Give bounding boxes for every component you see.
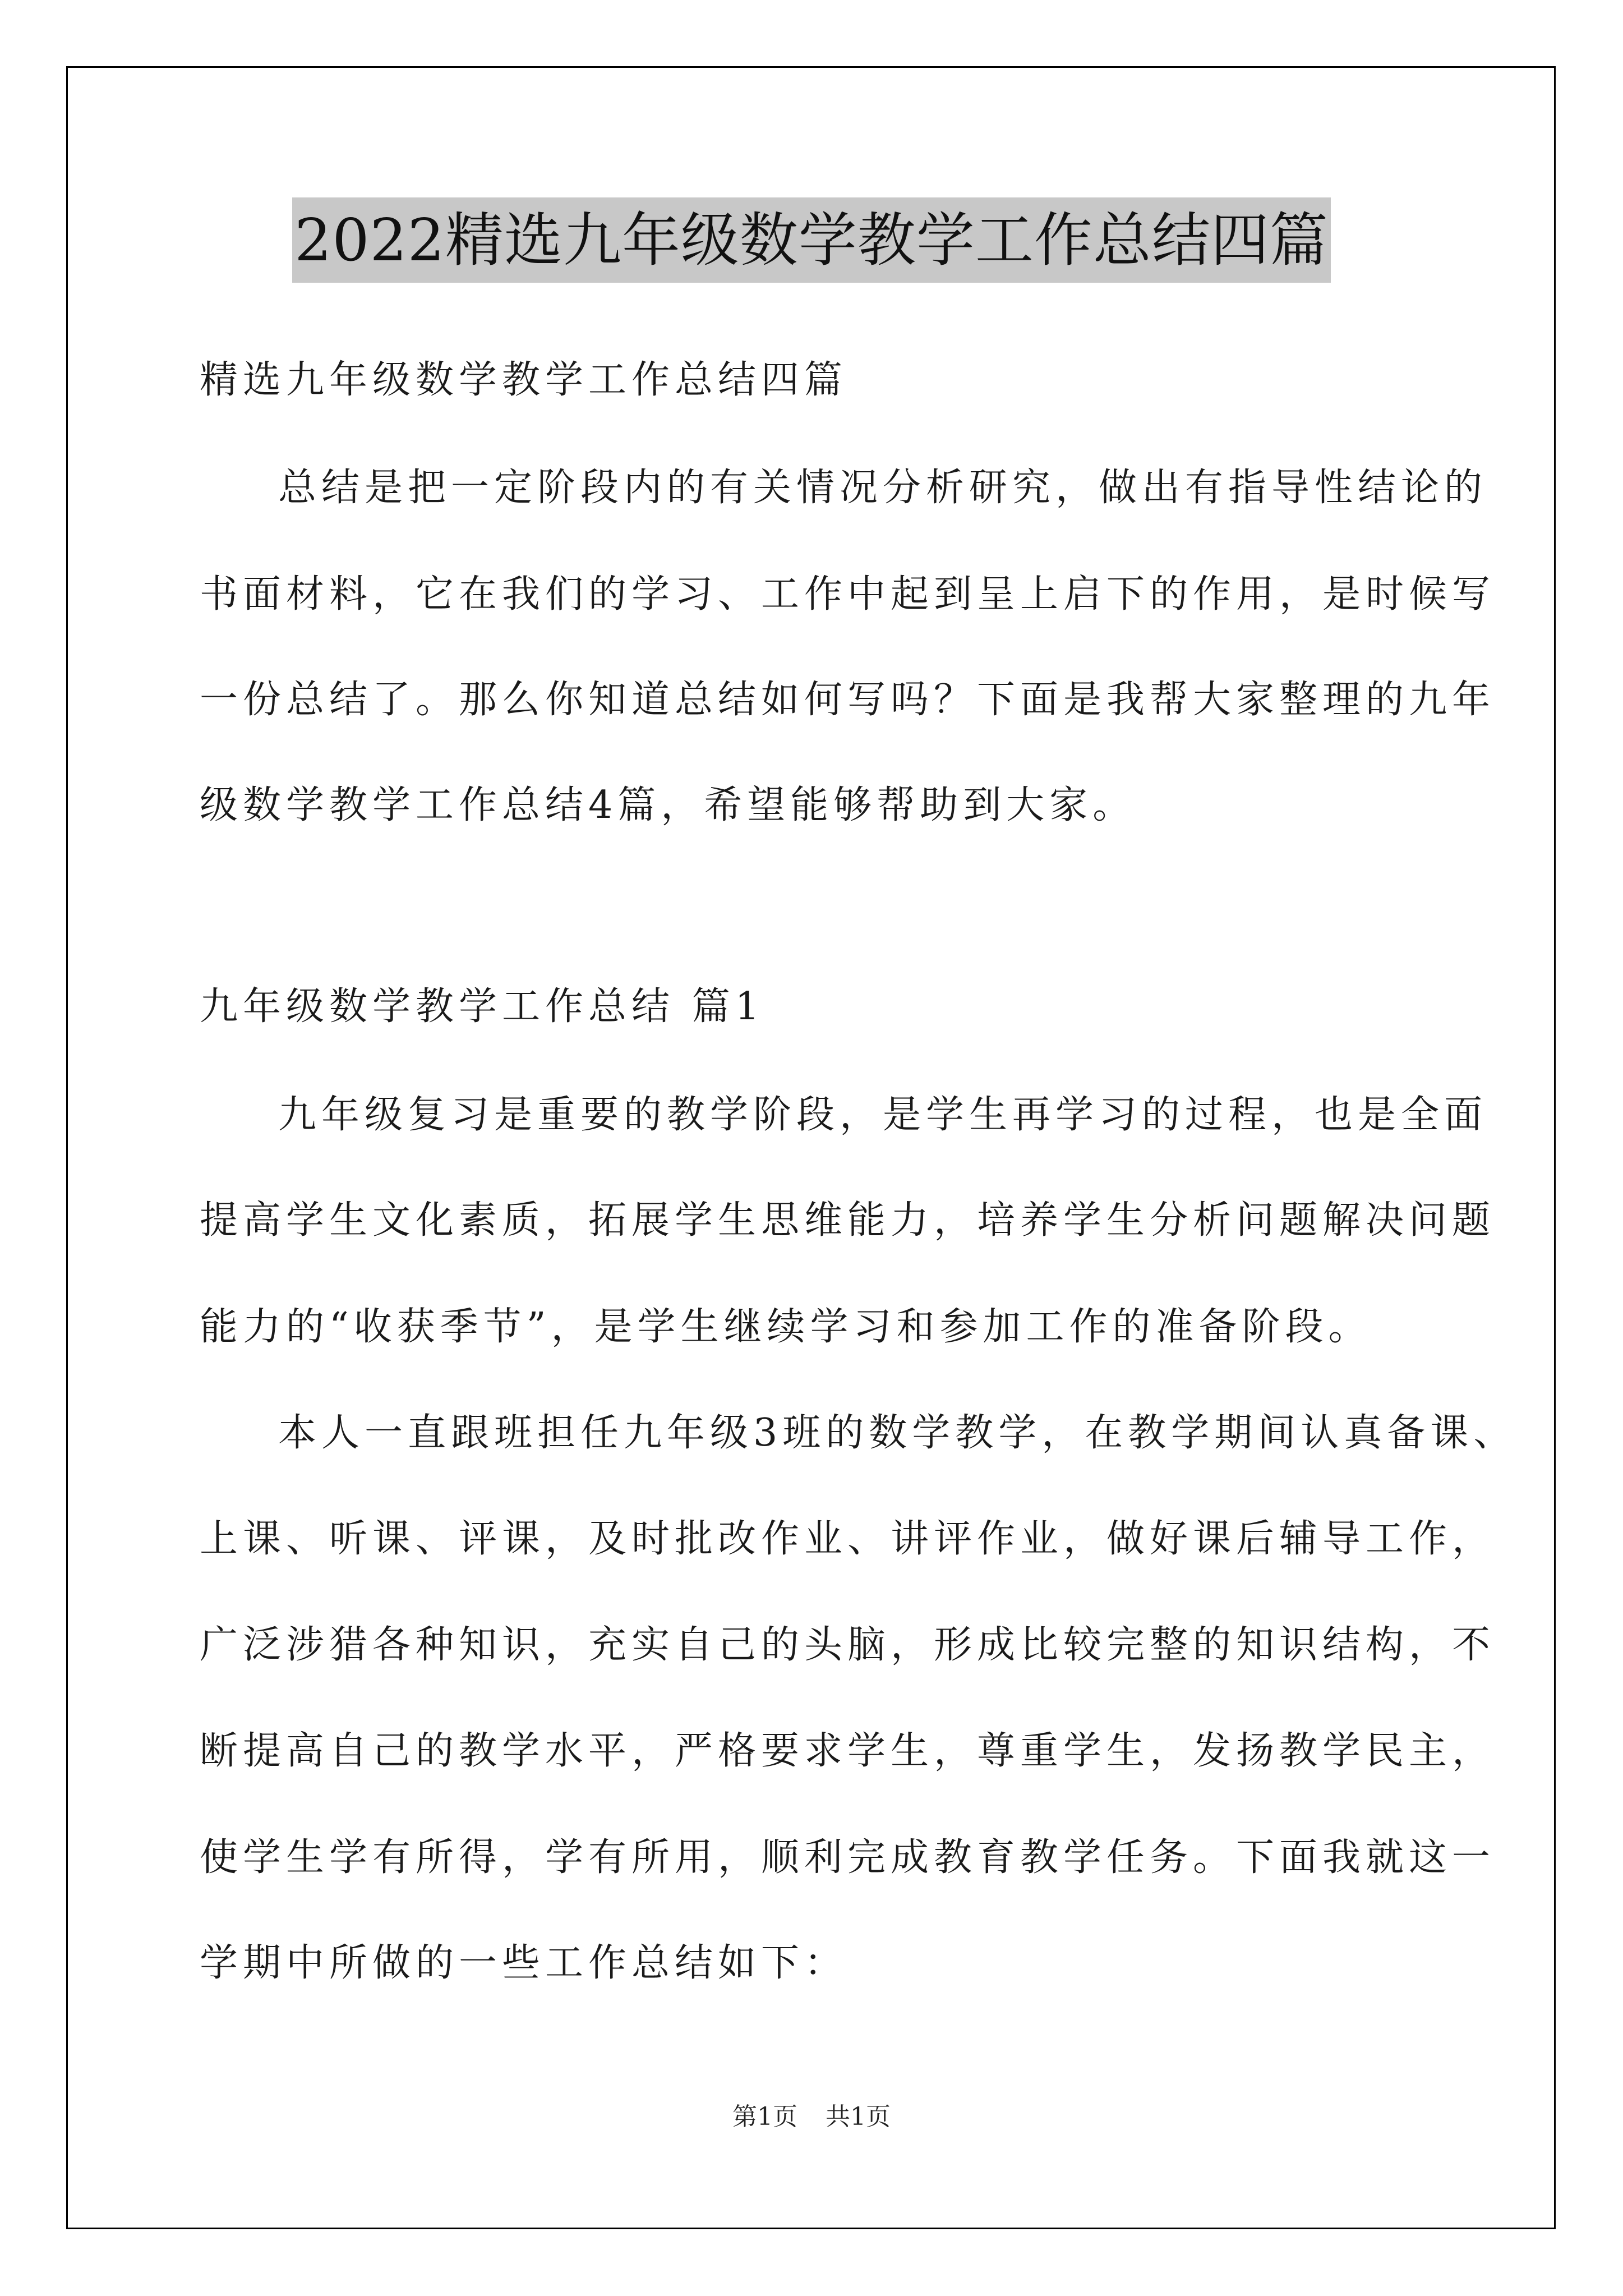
intro-line: 总结是把一定阶段内的有关情况分析研究，做出有指导性结论的	[278, 466, 1488, 510]
document-title: 2022精选九年级数学教学工作总结四篇	[292, 197, 1331, 283]
page-total: 共1页	[826, 2102, 891, 2131]
page-number: 第1页	[732, 2102, 797, 2131]
intro-line: 级数学教学工作总结4篇，希望能够帮助到大家。	[200, 783, 1136, 827]
paragraph-line: 使学生学有所得，学有所用，顺利完成教育教学任务。下面我就这一	[200, 1835, 1496, 1880]
paragraph-line: 断提高自己的教学水平，严格要求学生，尊重学生，发扬教学民主，	[200, 1729, 1496, 1773]
paragraph-line: 能力的“收获季节”，是学生继续学习和参加工作的准备阶段。	[200, 1305, 1372, 1349]
document-subtitle: 精选九年级数学教学工作总结四篇	[200, 358, 848, 402]
paragraph-line: 本人一直跟班担任九年级3班的数学教学，在教学期间认真备课、	[278, 1411, 1517, 1455]
intro-line: 一份总结了。那么你知道总结如何写吗？下面是我帮大家整理的九年	[200, 678, 1496, 722]
title-container	[0, 197, 1623, 283]
page-footer	[0, 2100, 1623, 2134]
paragraph-line: 学期中所做的一些工作总结如下：	[200, 1941, 848, 1985]
paragraph-line: 九年级复习是重要的教学阶段，是学生再学习的过程，也是全面	[278, 1093, 1488, 1137]
paragraph-line: 广泛涉猎各种知识，充实自己的头脑，形成比较完整的知识结构，不	[200, 1623, 1496, 1667]
intro-line: 书面材料，它在我们的学习、工作中起到呈上启下的作用，是时候写	[200, 572, 1496, 616]
paragraph-line: 上课、听课、评课，及时批改作业、讲评作业，做好课后辅导工作，	[200, 1517, 1496, 1561]
section-heading: 九年级数学教学工作总结 篇1	[200, 984, 764, 1029]
paragraph-line: 提高学生文化素质，拓展学生思维能力，培养学生分析问题解决问题	[200, 1198, 1496, 1243]
